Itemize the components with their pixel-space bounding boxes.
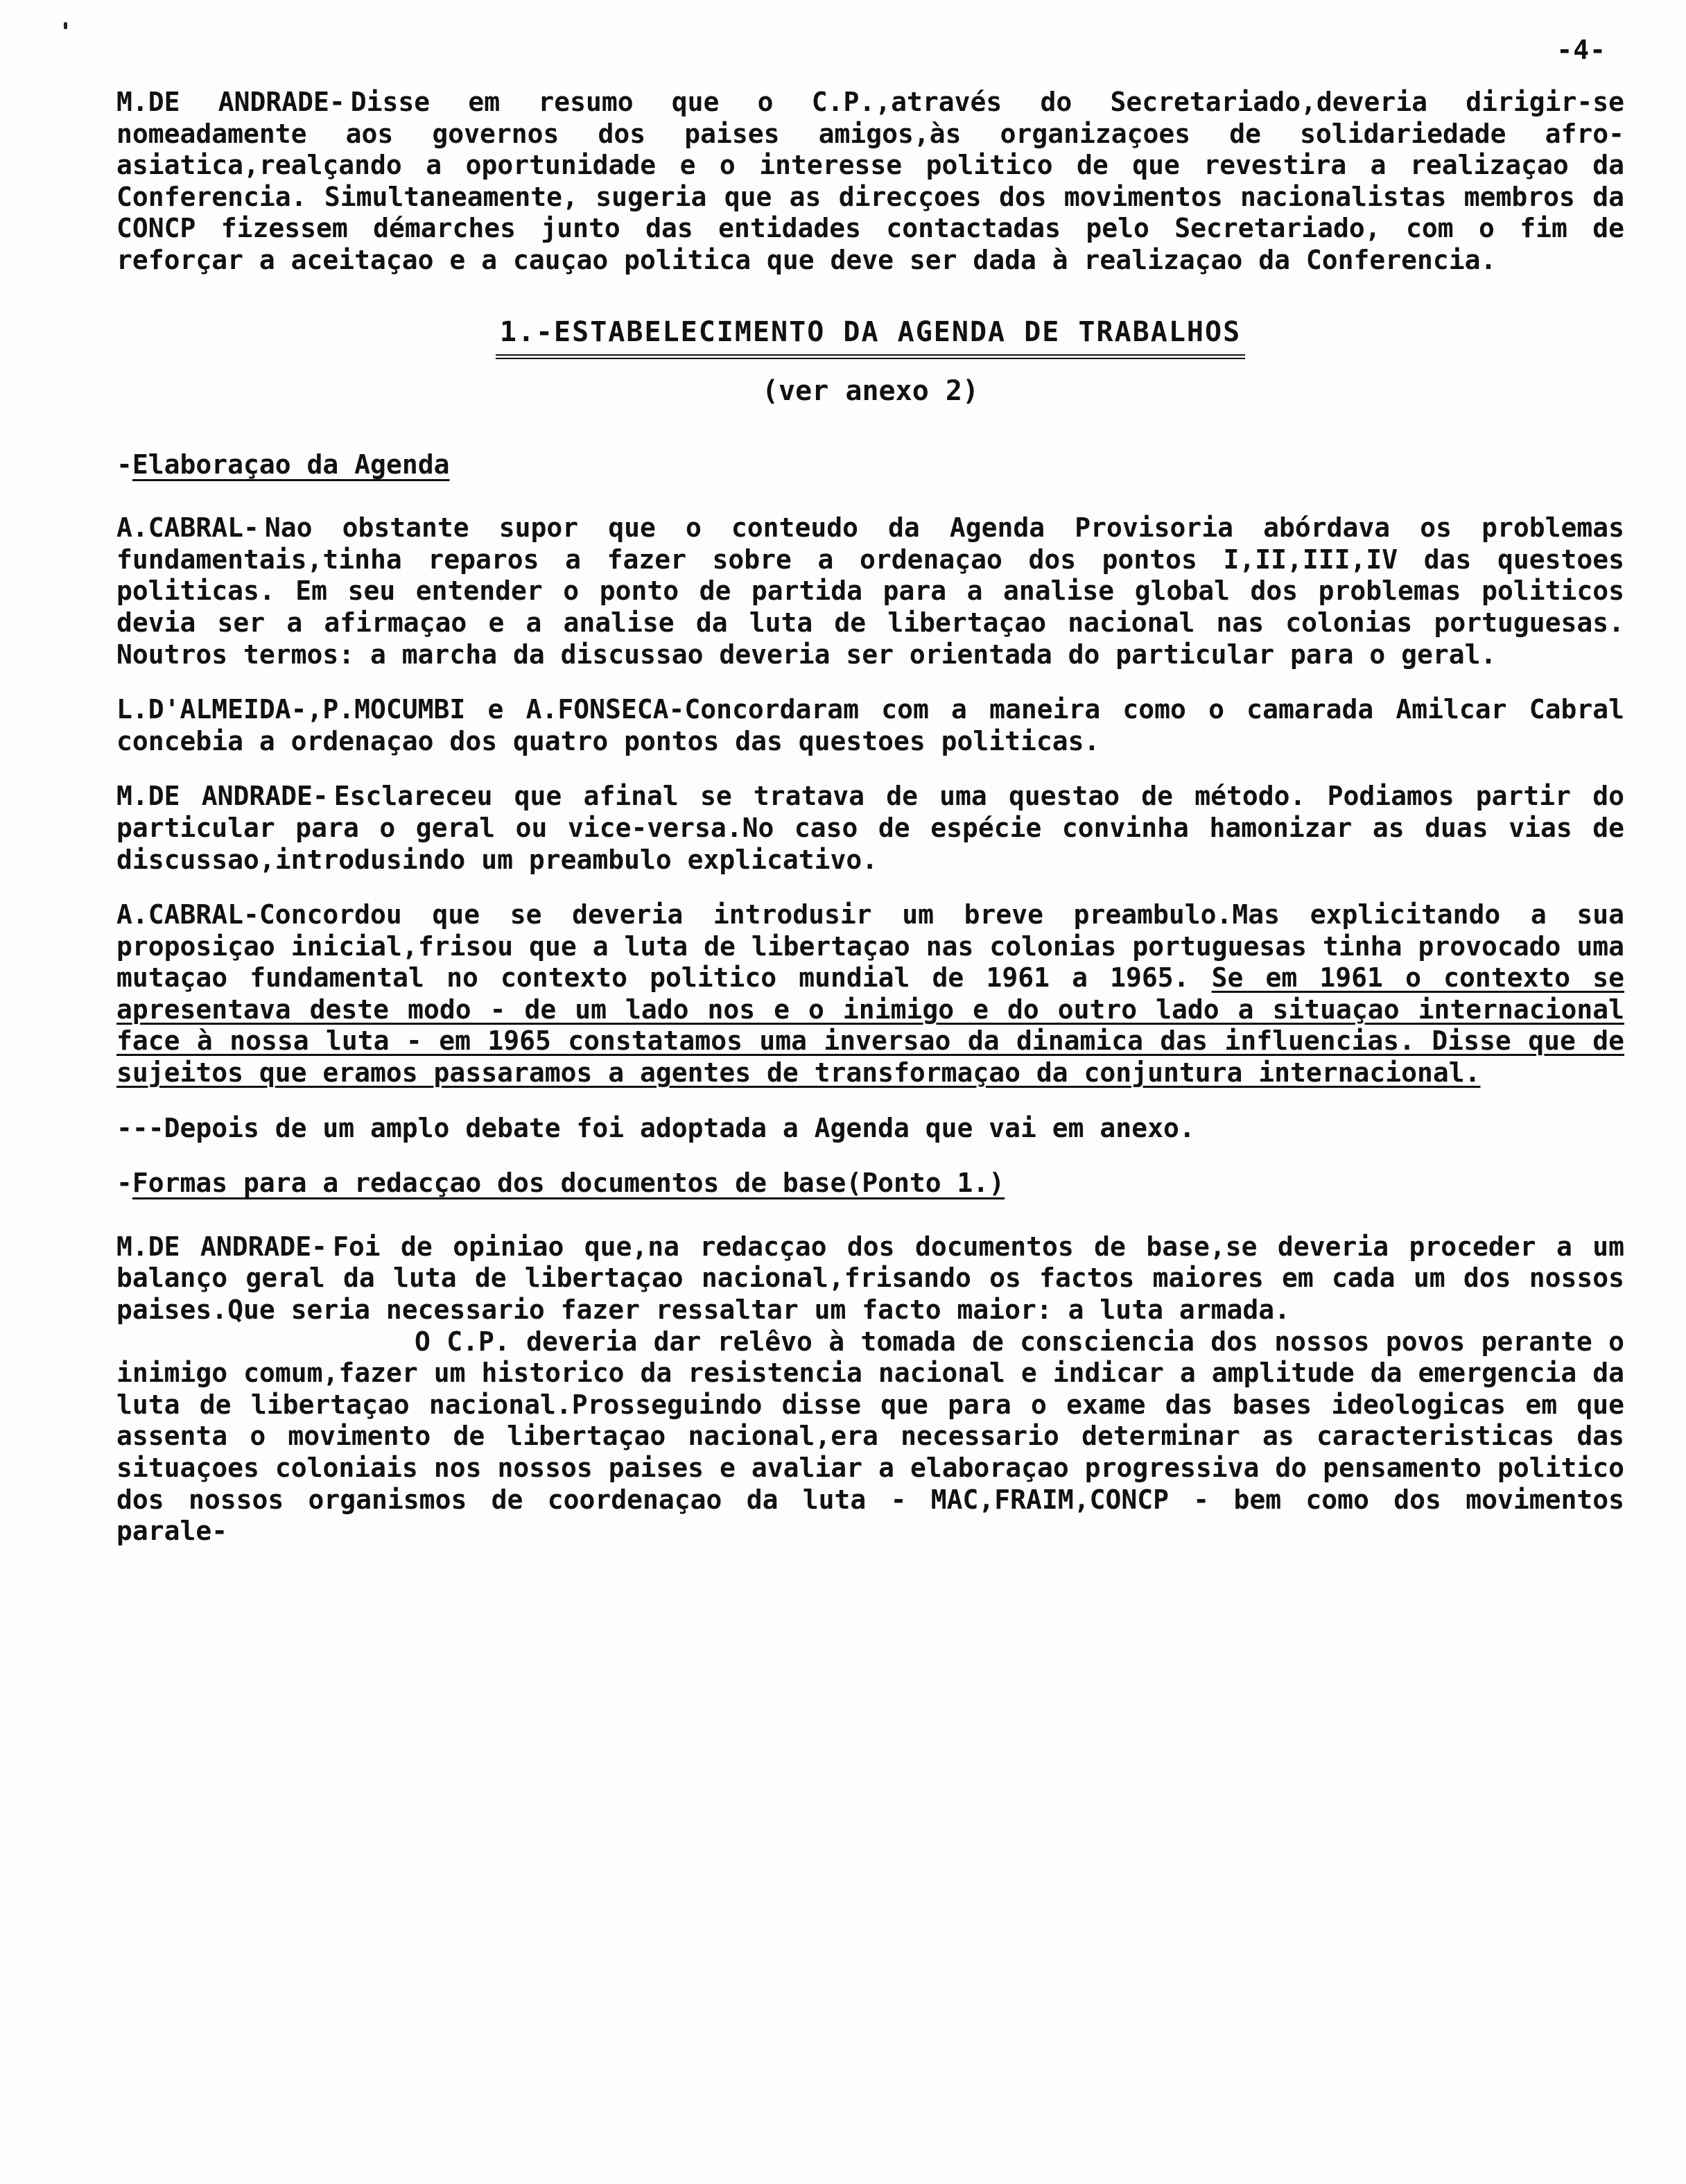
subheading-elaboracao: -Elaboraçao da Agenda	[116, 449, 450, 480]
scan-speck	[64, 22, 67, 29]
subheading-text: Formas para a redacçao dos documentos de base(Ponto 1.)	[132, 1168, 1005, 1199]
paragraph-almeida-mocumbi-fonseca	[116, 694, 1624, 757]
paragraph-andrade-3-continuation	[116, 1326, 1624, 1548]
speaker-label: L.D'ALMEIDA-,P.MOCUMBI e A.FONSECA-	[116, 694, 685, 725]
paragraph-agenda-adopted: ---Depois de um amplo debate foi adoptada a Agenda que vai em anexo.	[116, 1112, 1195, 1143]
section-title	[116, 315, 1624, 359]
page-number: -4-	[1556, 35, 1606, 65]
paragraph-text: Nao obstante supor que o conteudo da Agenda Provisoria abórdava os problemas fundamentais,tinha reparos a fazer sobre a ordenaçao dos pontos I,II,III,IV das questoes politicas. Em seu entender o ponto de partida para a analise global dos problemas politicos devia ser a afirmaçao e a analise da luta de libertaçao nacional nas colonias portuguesas. Noutros termos: a marcha da discussao deveria ser orientada do particular para o geral.	[116, 512, 1624, 670]
paragraph-andrade-3	[116, 1231, 1624, 1326]
speaker-label: M.DE ANDRADE-	[116, 1231, 327, 1262]
speaker-label: A.CABRAL-	[116, 512, 259, 544]
underlined-passage: Se em 1961 o contexto se apresentava deste modo - de um lado nos e o inimigo e do outro lado a situaçao internacional face à nossa luta - em 1965 constatamos uma inversao da dinamica das influencias. Disse que de sujeitos que eramos passaramos a agentes de transformaçao da conjuntura internacional.	[116, 962, 1624, 1089]
paragraph-text: Esclareceu que afinal se tratava de uma questao de método. Podiamos partir do particular para o geral ou vice-versa.No caso de espécie convinha hamonizar as duas vias de discussao,introdusindo um preambulo explicativo.	[116, 781, 1624, 875]
subheading-formas: -Formas para a redacçao dos documentos de base(Ponto 1.)	[116, 1168, 1005, 1199]
speaker-label: A.CABRAL-	[116, 899, 259, 930]
paragraph-andrade-2	[116, 781, 1624, 876]
paragraph-text: O C.P. deveria dar relêvo à tomada de consciencia dos nossos povos perante o inimigo comum,fazer um historico da resistencia nacional e indicar a amplitude da emergencia da luta de libertaçao nacional.Prosseguindo disse que para o exame das bases ideologicas em que assenta o movimento de libertaçao nacional,era necessario determinar as caracteristicas das situaçoes coloniais nos nossos paises e avaliar a elaboraçao progressiva do pensamento politico dos nossos organismos de coordenaçao da luta - MAC,FRAIM,CONCP - bem como dos movimentos parale-	[116, 1326, 1624, 1547]
paragraph-andrade-1	[116, 87, 1624, 277]
subheading-text: Elaboraçao da Agenda	[132, 449, 450, 480]
speaker-label: M.DE ANDRADE-	[116, 781, 329, 812]
speaker-label: M.DE ANDRADE-	[116, 87, 345, 117]
paragraph-cabral-1	[116, 512, 1624, 670]
section-subtitle: (ver anexo 2)	[761, 374, 980, 407]
paragraph-text: Disse em resumo que o C.P.,através do Secretariado,deveria dirigir-se nomeadamente aos governos dos paises amigos,às organizaçoes de solidariedade afro-asiatica,realçando a oportunidade e o interesse politico de que revestira a realizaçao da Conferencia. Simultaneamente, sugeria que as direcçoes dos movimentos nacionalistas membros da CONCP fizessem démarches junto das entidades contactadas pelo Secretariado, com o fim de reforçar a aceitaçao e a cauçao politica que deve ser dada à realizaçao da Conferencia.	[116, 87, 1624, 275]
paragraph-text: Foi de opiniao que,na redacçao dos documentos de base,se deveria proceder a um balanço geral da luta de libertaçao nacional,frisando os factos maiores em cada um dos nossos paises.Que seria necessario fazer ressaltar um facto maior: a luta armada.	[116, 1231, 1624, 1326]
paragraph-cabral-2	[116, 899, 1624, 1089]
document-body	[116, 87, 1624, 1571]
paragraph-text: Concordaram com a maneira como o camarada Amilcar Cabral concebia a ordenaçao dos quatro pontos das questoes politicas.	[116, 694, 1624, 756]
section-title-text: 1.-ESTABELECIMENTO DA AGENDA DE TRABALHOS	[496, 315, 1245, 359]
paragraph-text: Concordou que se deveria introdusir um breve preambulo.Mas explicitando a sua proposiçao inicial,frisou que a luta de libertaçao nas colonias portuguesas tinha provocado uma mutaçao fundamental no contexto politico mundial de 1961 a 1965.	[116, 899, 1624, 994]
